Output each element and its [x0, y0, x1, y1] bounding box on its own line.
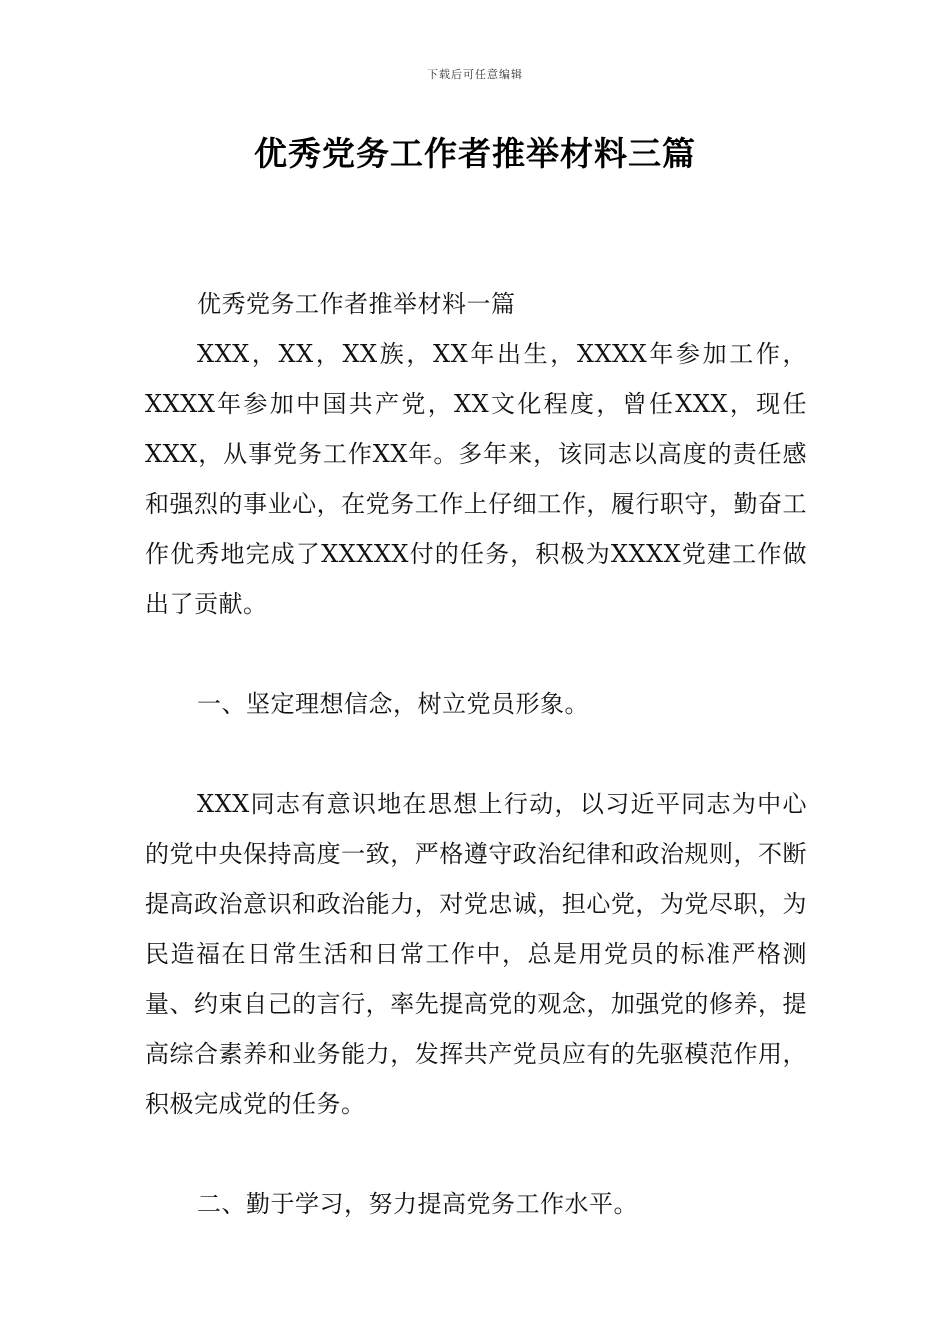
document-body — [145, 279, 807, 1229]
document-title: 优秀党务工作者推举材料三篇 — [254, 134, 696, 173]
paragraph-spacer — [145, 1129, 807, 1179]
section-subtitle: 优秀党务工作者推举材料一篇 — [197, 290, 516, 318]
section-heading-1: 一、坚定理想信念，树立党员形象。 — [197, 690, 589, 718]
paragraph-spacer — [145, 729, 807, 779]
intro-paragraph: XXX，XX，XX族，XX年出生，XXXX年参加工作，XXXX年参加中国共产党，XX文化程度，曾任XXX，现任XXX，从事党务工作XX年。多年来，该同志以高度的责任感和强烈的事业心，在党务工作上仔细工作，履行职守，勤奋工作优秀地完成了XXXXX付的任务，积极为XXXX党建工作做出了贡献。 — [145, 340, 807, 618]
header-note: 下载后可任意编辑 — [427, 68, 523, 81]
paragraph-spacer — [145, 629, 807, 679]
section-body-1: XXX同志有意识地在思想上行动，以习近平同志为中心的党中央保持高度一致，严格遵守政治纪律和政治规则，不断提高政治意识和政治能力，对党忠诚，担心党，为党尽职，为民造福在日常生活和日常工作中，总是用党员的标准严格测量、约束自己的言行，率先提高党的观念，加强党的修养，提高综合素养和业务能力，发挥共产党员应有的先驱模范作用，积极完成党的任务。 — [145, 790, 807, 1118]
section-heading-2: 二、勤于学习，努力提高党务工作水平。 — [197, 1190, 638, 1218]
